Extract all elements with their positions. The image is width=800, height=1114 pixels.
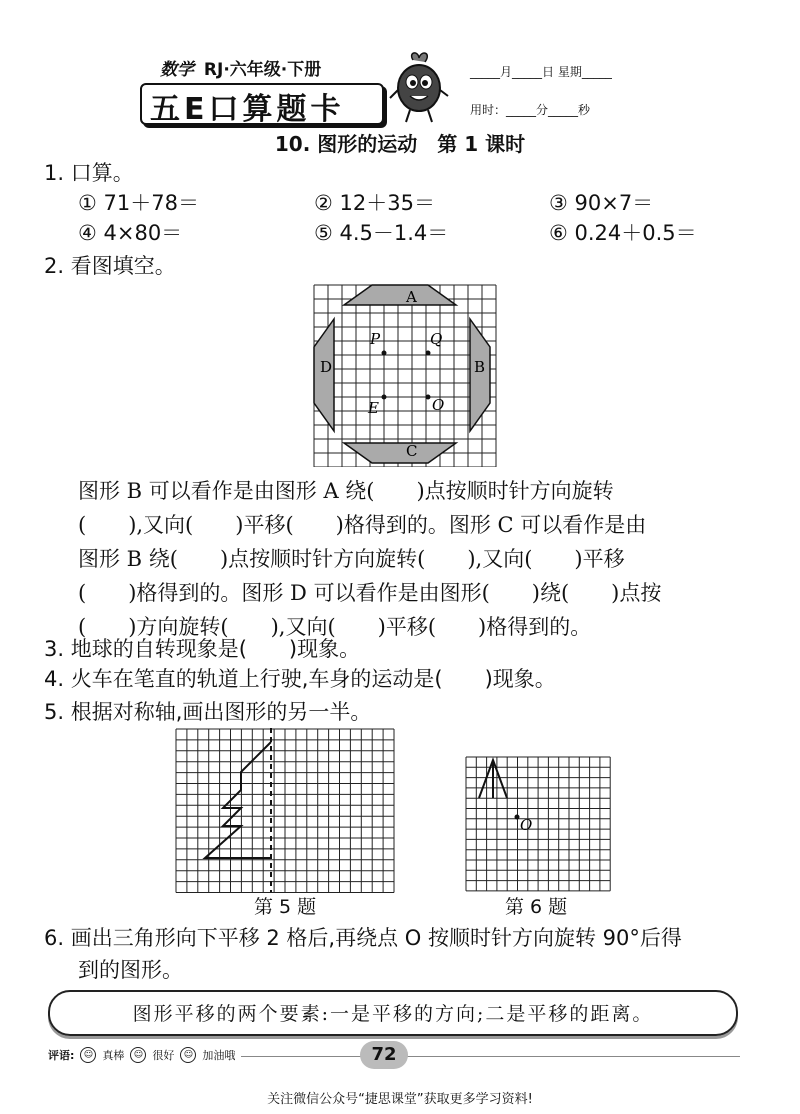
- q1-item: ④ 4×80＝: [78, 221, 183, 245]
- q6-line2: 到的图形。: [78, 958, 183, 982]
- tip-text: 图形平移的两个要素:一是平移的方向;二是平移的距离。: [132, 1003, 654, 1025]
- mascot-icon: [388, 50, 450, 126]
- point-q: [426, 351, 431, 356]
- fig5-grid: [175, 728, 395, 894]
- q2-text: 图形 B 可以看作是由图形 A 绕( )点按顺时针方向旋转 ( ),又向( )平移( )格得到的。图形 C 可以看作是由 图形 B 绕( )点按顺时针方向旋转( ),又向( )平移 ( )格得到的。图形 D 可以看作是由图形( )绕( )点按 ( )方向旋转( ),又向( )平移( )格得到的。: [78, 479, 662, 639]
- lesson-title: 10. 图形的运动 第 1 课时: [274, 132, 526, 156]
- header-subject: 数学 RJ·六年级·下册: [160, 60, 322, 80]
- shape-c: [344, 443, 456, 463]
- q1-item: ② 12＋35＝: [314, 191, 435, 215]
- rating-2: 很好: [152, 1049, 175, 1062]
- point-p: [382, 351, 387, 356]
- rating-label: 评语:: [48, 1049, 75, 1062]
- label-b: B: [474, 358, 486, 376]
- q2-label: 2. 看图填空。: [44, 254, 176, 278]
- label-o: O: [432, 396, 445, 414]
- label-d: D: [320, 358, 333, 376]
- point-o: [426, 395, 431, 400]
- label-c: C: [406, 442, 418, 460]
- q1-item: ③ 90×7＝: [549, 191, 654, 215]
- rating-1: 真棒: [102, 1049, 125, 1062]
- page-number: 72: [360, 1041, 408, 1069]
- q1-item: ⑥ 0.24＋0.5＝: [549, 221, 697, 245]
- footer-note: 关注微信公众号“捷思课堂”获取更多学习资料!: [267, 1092, 533, 1107]
- q3: 3. 地球的自转现象是( )现象。: [44, 637, 361, 661]
- smile-icon: ☺: [130, 1047, 146, 1063]
- fig6-grid: [465, 756, 611, 894]
- q5: 5. 根据对称轴,画出图形的另一半。: [44, 700, 372, 724]
- cheer-icon: ☺: [180, 1047, 196, 1063]
- half-shape: [205, 742, 271, 858]
- q2-grid-figure: [310, 283, 498, 467]
- label-e: E: [368, 399, 379, 417]
- q1-item: ① 71＋78＝: [78, 191, 199, 215]
- point-e: [382, 395, 387, 400]
- q1-item: ⑤ 4.5－1.4＝: [314, 221, 449, 245]
- label-p: P: [370, 330, 381, 348]
- brand-title: 五E口算题卡: [150, 92, 345, 127]
- grin-icon: ☺: [80, 1047, 96, 1063]
- q6-line1: 6. 画出三角形向下平移 2 格后,再绕点 O 按顺时针方向旋转 90°后得: [44, 926, 682, 950]
- q4: 4. 火车在笔直的轨道上行驶,车身的运动是( )现象。: [44, 667, 556, 691]
- label-o: O: [520, 816, 533, 834]
- point-o: [515, 815, 520, 820]
- time-line: 用时：_____分_____秒: [470, 103, 591, 117]
- q1-label: 1. 口算。: [44, 161, 134, 185]
- date-line: _____月_____日 星期_____: [470, 65, 612, 79]
- fig6-caption: 第 6 题: [505, 896, 568, 918]
- fig5-caption: 第 5 题: [254, 896, 317, 918]
- label-a: A: [406, 288, 417, 306]
- rating: [48, 1047, 241, 1063]
- shape-a: [344, 285, 456, 305]
- rating-3: 加油哦: [202, 1049, 236, 1062]
- label-q: Q: [430, 330, 443, 348]
